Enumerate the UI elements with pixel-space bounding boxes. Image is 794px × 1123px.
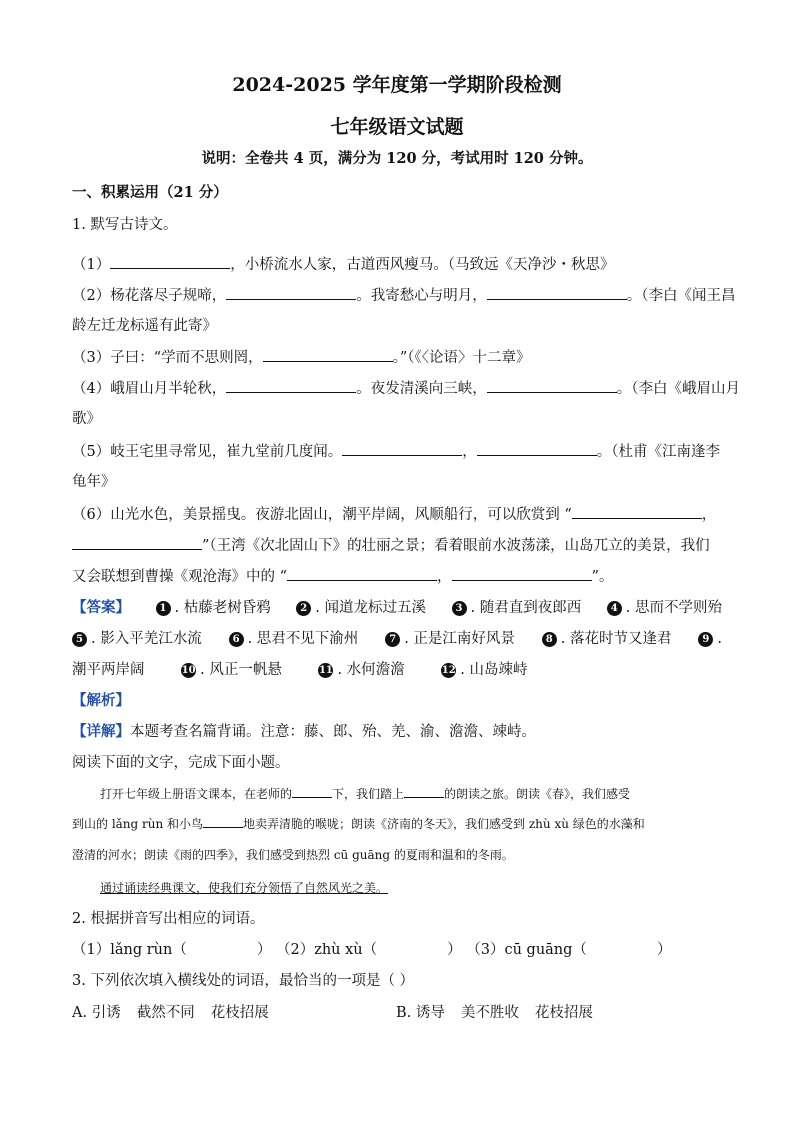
answer-text: . 水何澹澹 [337, 662, 405, 678]
answer-blank [226, 284, 356, 300]
q1-item6-text: ”（王湾《次北固山下》的壮丽之景；看着眼前水波荡漾，山岛兀立的美景，我们 [202, 538, 710, 554]
answer-item [296, 597, 426, 619]
q1-item3-text: 。”（《〈论语〉十二章》 [392, 350, 531, 366]
answer-blank [263, 346, 393, 362]
reading-intro: 阅读下面的文字，完成下面小题。 [72, 755, 290, 771]
answer-item [72, 628, 202, 650]
passage-blank [404, 782, 444, 798]
option-text: 截然不同 [136, 1005, 195, 1021]
answer-text: . 风正一帆悬 [200, 662, 282, 678]
analysis-label: 【解析】 [72, 692, 130, 709]
answer-number-badge: 6 [229, 632, 244, 647]
answer-text: . 影入平羌江水流 [91, 631, 202, 647]
option-text: B. 诱导 [396, 1005, 445, 1021]
q1-item3 [72, 346, 722, 369]
option-text: 花枝招展 [210, 1005, 269, 1021]
answer-number-badge: 12 [441, 665, 456, 676]
answer-blank [72, 534, 202, 550]
q1-item2 [72, 284, 736, 307]
q1-item5-cont: 龟年》 [72, 474, 116, 490]
q2-pinyin-3: （3）cū guāng（ [466, 942, 587, 958]
answer-text: . 闻道龙标过五溪 [315, 600, 426, 616]
answer-blank [342, 440, 462, 456]
answer-blank [287, 565, 437, 581]
q1-item4-cont: 歌》 [72, 411, 101, 427]
q1-item1-num: （1） [72, 257, 111, 273]
paren-close: ） [447, 942, 462, 958]
answer-text: . [717, 631, 722, 647]
answer-row-2 [72, 628, 722, 650]
q1-item5-text: （5）岐王宅里寻常见，崔九堂前几度闻。 [72, 444, 343, 460]
answer-number-badge: 3 [452, 601, 467, 616]
q1-item4-text: （4）峨眉山月半轮秋， [72, 381, 227, 397]
detail-text: 本题考查名篇背诵。注意：藤、郎、殆、羌、渝、澹澹、竦峙。 [130, 724, 536, 740]
detail-line [72, 721, 722, 743]
answer-row-3 [72, 659, 722, 681]
option-text: A. 引诱 [72, 1005, 121, 1021]
answer-number-badge: 4 [607, 601, 622, 616]
passage-line-4: 通过诵读经典课文，使我们充分领悟了自然风光之美。 [100, 881, 389, 895]
q2-pinyin-1: （1）lǎng rùn（ [72, 942, 187, 958]
answer-number-badge: 9 [698, 632, 713, 647]
q1-item6-text: ”。 [591, 569, 614, 585]
passage-blank [203, 812, 243, 828]
answer-blank [226, 377, 356, 393]
answer-text: . 落花时节又逢君 [560, 631, 672, 647]
exam-note: 说明：全卷共 4 页，满分为 120 分，考试用时 120 分钟。 [201, 150, 593, 167]
answer-number-badge: 11 [318, 665, 333, 676]
q1-item2-cont: 龄左迁龙标遥有此寄》 [72, 318, 217, 334]
q1-item6-text: ， [437, 569, 452, 585]
passage-blank [292, 782, 332, 798]
answer-row-1 [72, 597, 722, 619]
q1-item6 [72, 503, 722, 526]
q1-item2-text: （2）杨花落尽子规啼， [72, 288, 227, 304]
answer-item [385, 628, 515, 650]
answer-text: 潮平两岸阔 [72, 662, 145, 678]
answer-number-badge: 2 [296, 601, 311, 616]
paren-close: ） [256, 942, 272, 958]
answer-label: 【答案】 [72, 599, 130, 616]
q1-item2-text: 。我寄愁心与明月， [356, 288, 487, 304]
answer-item [698, 628, 722, 650]
answer-blank [572, 503, 702, 519]
paren-close: ） [656, 942, 672, 958]
answer-text: . 思君不见下渝州 [247, 631, 359, 647]
answer-item [542, 628, 672, 650]
q1-item1 [72, 253, 722, 276]
q2-pinyin-2: （2）zhù xù（ [275, 942, 378, 958]
q1-item5-text: 。（杜甫《江南逢李 [596, 444, 720, 460]
q1-item2-text: 。（李白《闻王昌 [626, 288, 736, 304]
q3-option-a [72, 1002, 269, 1024]
q3-option-b [396, 1002, 593, 1024]
passage-line-1 [72, 780, 722, 808]
q1-item6-line3 [72, 565, 722, 588]
q1-item6-text: （6）山光水色，美景摇曳。夜游北固山，潮平岸阔，风顺船行，可以欣赏到 “ [72, 507, 572, 523]
passage-line-2 [72, 810, 722, 838]
answer-text: . 枯藤老树昏鸦 [174, 600, 271, 616]
answer-number-badge: 7 [385, 632, 400, 647]
answer-blank [110, 253, 230, 269]
q1-stem: 1. 默写古诗文。 [72, 217, 178, 233]
answer-item [156, 597, 271, 619]
q1-item6-line2 [72, 534, 722, 557]
answer-number-badge: 10 [181, 665, 196, 676]
q1-item5-text: ， [462, 444, 477, 460]
q2-stem: 2. 根据拼音写出相应的词语。 [72, 911, 265, 927]
section-heading: 一、积累运用（21 分） [72, 184, 228, 201]
answer-text: . 山岛竦峙 [460, 662, 528, 678]
q1-item4-text: 。夜发清溪向三峡， [356, 381, 487, 397]
passage-line-3: 澄清的河水；朗读《雨的四季》，我们感受到热烈 cū guāng 的夏雨和温和的冬雨。 [72, 848, 514, 862]
answer-text: . 思而不学则殆 [625, 600, 722, 616]
q2-pinyin-row [72, 939, 722, 961]
option-text: 花枝招展 [534, 1005, 593, 1021]
passage-text: 打开七年级上册语文课本，在老师的 [100, 787, 293, 801]
answer-text: . 正是江南好风景 [404, 631, 515, 647]
answer-blank [487, 284, 627, 300]
q3-stem: 3. 下列依次填入横线处的词语，最恰当的一项是（ ） [72, 973, 415, 989]
answer-text: . 随君直到夜郎西 [470, 600, 582, 616]
q1-item5 [72, 440, 722, 463]
answer-item [229, 628, 359, 650]
option-text: 美不胜收 [460, 1005, 519, 1021]
q1-item6-text: ， [701, 507, 717, 523]
exam-title: 2024-2025 学年度第一学期阶段检测 [232, 74, 562, 96]
q1-item1-text: ，小桥流水人家，古道西风瘦马。（马致远《天净沙・秋思》 [230, 257, 615, 273]
answer-blank [477, 440, 597, 456]
answer-number-badge: 1 [156, 601, 171, 616]
passage-text: 到山的 lǎng rùn 和小鸟 [72, 817, 204, 831]
passage-text: 下，我们踏上 [332, 787, 405, 801]
q1-item6-text: 又会联想到曹操《观沧海》中的 “ [72, 569, 288, 585]
answer-item [452, 597, 582, 619]
answer-blank [452, 565, 592, 581]
answer-item [607, 597, 722, 619]
q1-item4 [72, 377, 740, 400]
answer-blank [487, 377, 617, 393]
q1-item3-text: （3）子曰：“学而不思则罔， [72, 350, 263, 366]
answer-number-badge: 8 [542, 632, 557, 647]
detail-label: 【详解】 [72, 723, 130, 740]
answer-number-badge: 5 [72, 632, 87, 647]
q1-item4-text: 。（李白《峨眉山月 [616, 381, 740, 397]
passage-text: 的朗读之旅。朗读《春》，我们感受 [444, 787, 631, 801]
passage-text: 地卖弄清脆的喉咙；朗读《济南的冬天》，我们感受到 zhù xù 绿色的水藻和 [243, 817, 645, 831]
exam-subtitle: 七年级语文试题 [330, 116, 464, 138]
